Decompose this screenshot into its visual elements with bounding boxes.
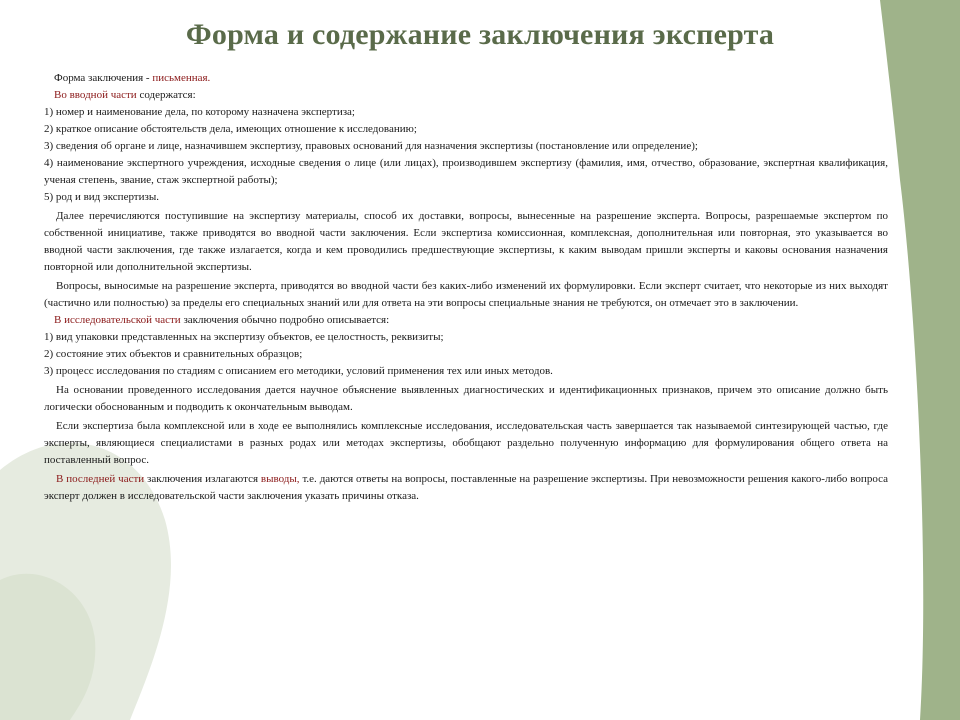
research-rest: заключения обычно подробно описывается: bbox=[180, 314, 390, 326]
list-item: 3) процесс исследования по стадиям с описанием его методики, условий применения тех или иных методов. bbox=[44, 365, 553, 377]
intro-rest: содержатся: bbox=[136, 89, 196, 101]
top-right-swoosh bbox=[880, 0, 960, 720]
form-label: Форма заключения - bbox=[54, 72, 153, 84]
list-item: 1) номер и наименование дела, по которому назначена экспертиза; bbox=[44, 106, 355, 118]
final-highlight-conclusions: выводы, bbox=[260, 473, 300, 485]
document-body bbox=[44, 70, 888, 505]
form-value: письменная. bbox=[152, 72, 211, 84]
list-item: 4) наименование экспертного учреждения, исходные сведения о лице (или лицах), производившем экспертизу (фамилия, имя, отчество, образование, экспертная квалификация, ученая степень, звание, стаж экспертной работы); bbox=[44, 157, 888, 186]
research-highlight: В исследовательской части bbox=[54, 314, 181, 326]
final-rest: т.е. даются ответы на вопросы, поставленные на разрешение экспертизы. При невозможности решения какого-либо вопроса эксперт должен в исследовательской части заключения указать причины отказа. bbox=[44, 473, 888, 502]
page-title: Форма и содержание заключения эксперта bbox=[185, 18, 775, 51]
intro-heading bbox=[44, 87, 888, 104]
list-item: 3) сведения об органе и лице, назначившем экспертизу, правовых оснований для назначения экспертизы (постановление или определение); bbox=[44, 140, 698, 152]
basis-paragraph: На основании проведенного исследования дается научное объяснение выявленных диагностических и идентификационных признаков, причем это описание должно быть логически обоснованным и подводить к окончательным выводам. bbox=[44, 384, 888, 413]
form-line bbox=[44, 70, 888, 87]
questions-paragraph: Вопросы, выносимые на разрешение эксперта, приводятся во вводной части без каких-либо изменений их формулировки. Если эксперт считает, что некоторые из них выходят (частично или полностью) за пределы его специальных знаний или для ответа на эти вопросы специальные знания не требуются, он отмечает это в заключении. bbox=[44, 280, 888, 309]
final-mid: заключения излагаются bbox=[144, 473, 261, 485]
final-paragraph bbox=[44, 471, 888, 505]
intro-highlight: Во вводной части bbox=[54, 89, 137, 101]
final-highlight: В последней части bbox=[56, 473, 145, 485]
list-item: 5) род и вид экспертизы. bbox=[44, 191, 159, 203]
materials-paragraph: Далее перечисляются поступившие на экспертизу материалы, способ их доставки, вопросы, вынесенные на разрешение эксперта. Вопросы, разрешаемые экспертом по собственной инициативе, также приводятся во вводной части заключения. Если экспертиза комиссионная, комплексная, дополнительная или повторная, это указывается во вводной части заключения, где также излагается, когда и кем проводились предшествующие экспертизы, к каким выводам пришли эксперты и каковы основания назначения повторной или дополнительной экспертизы. bbox=[44, 210, 888, 273]
research-heading bbox=[44, 312, 888, 329]
list-item: 1) вид упаковки представленных на экспертизу объектов, ее целостность, реквизиты; bbox=[44, 331, 444, 343]
list-item: 2) состояние этих объектов и сравнительных образцов; bbox=[44, 348, 303, 360]
list-item: 2) краткое описание обстоятельств дела, имеющих отношение к исследованию; bbox=[44, 123, 417, 135]
complex-paragraph: Если экспертиза была комплексной или в ходе ее выполнялись комплексные исследования, исследовательская часть завершается так называемой синтезирующей частью, где эксперты, являющиеся специалистами в разных родах или методах экспертизы, обобщают раздельно полученную информацию для формулирования общего ответа на поставленный вопрос. bbox=[44, 420, 888, 466]
